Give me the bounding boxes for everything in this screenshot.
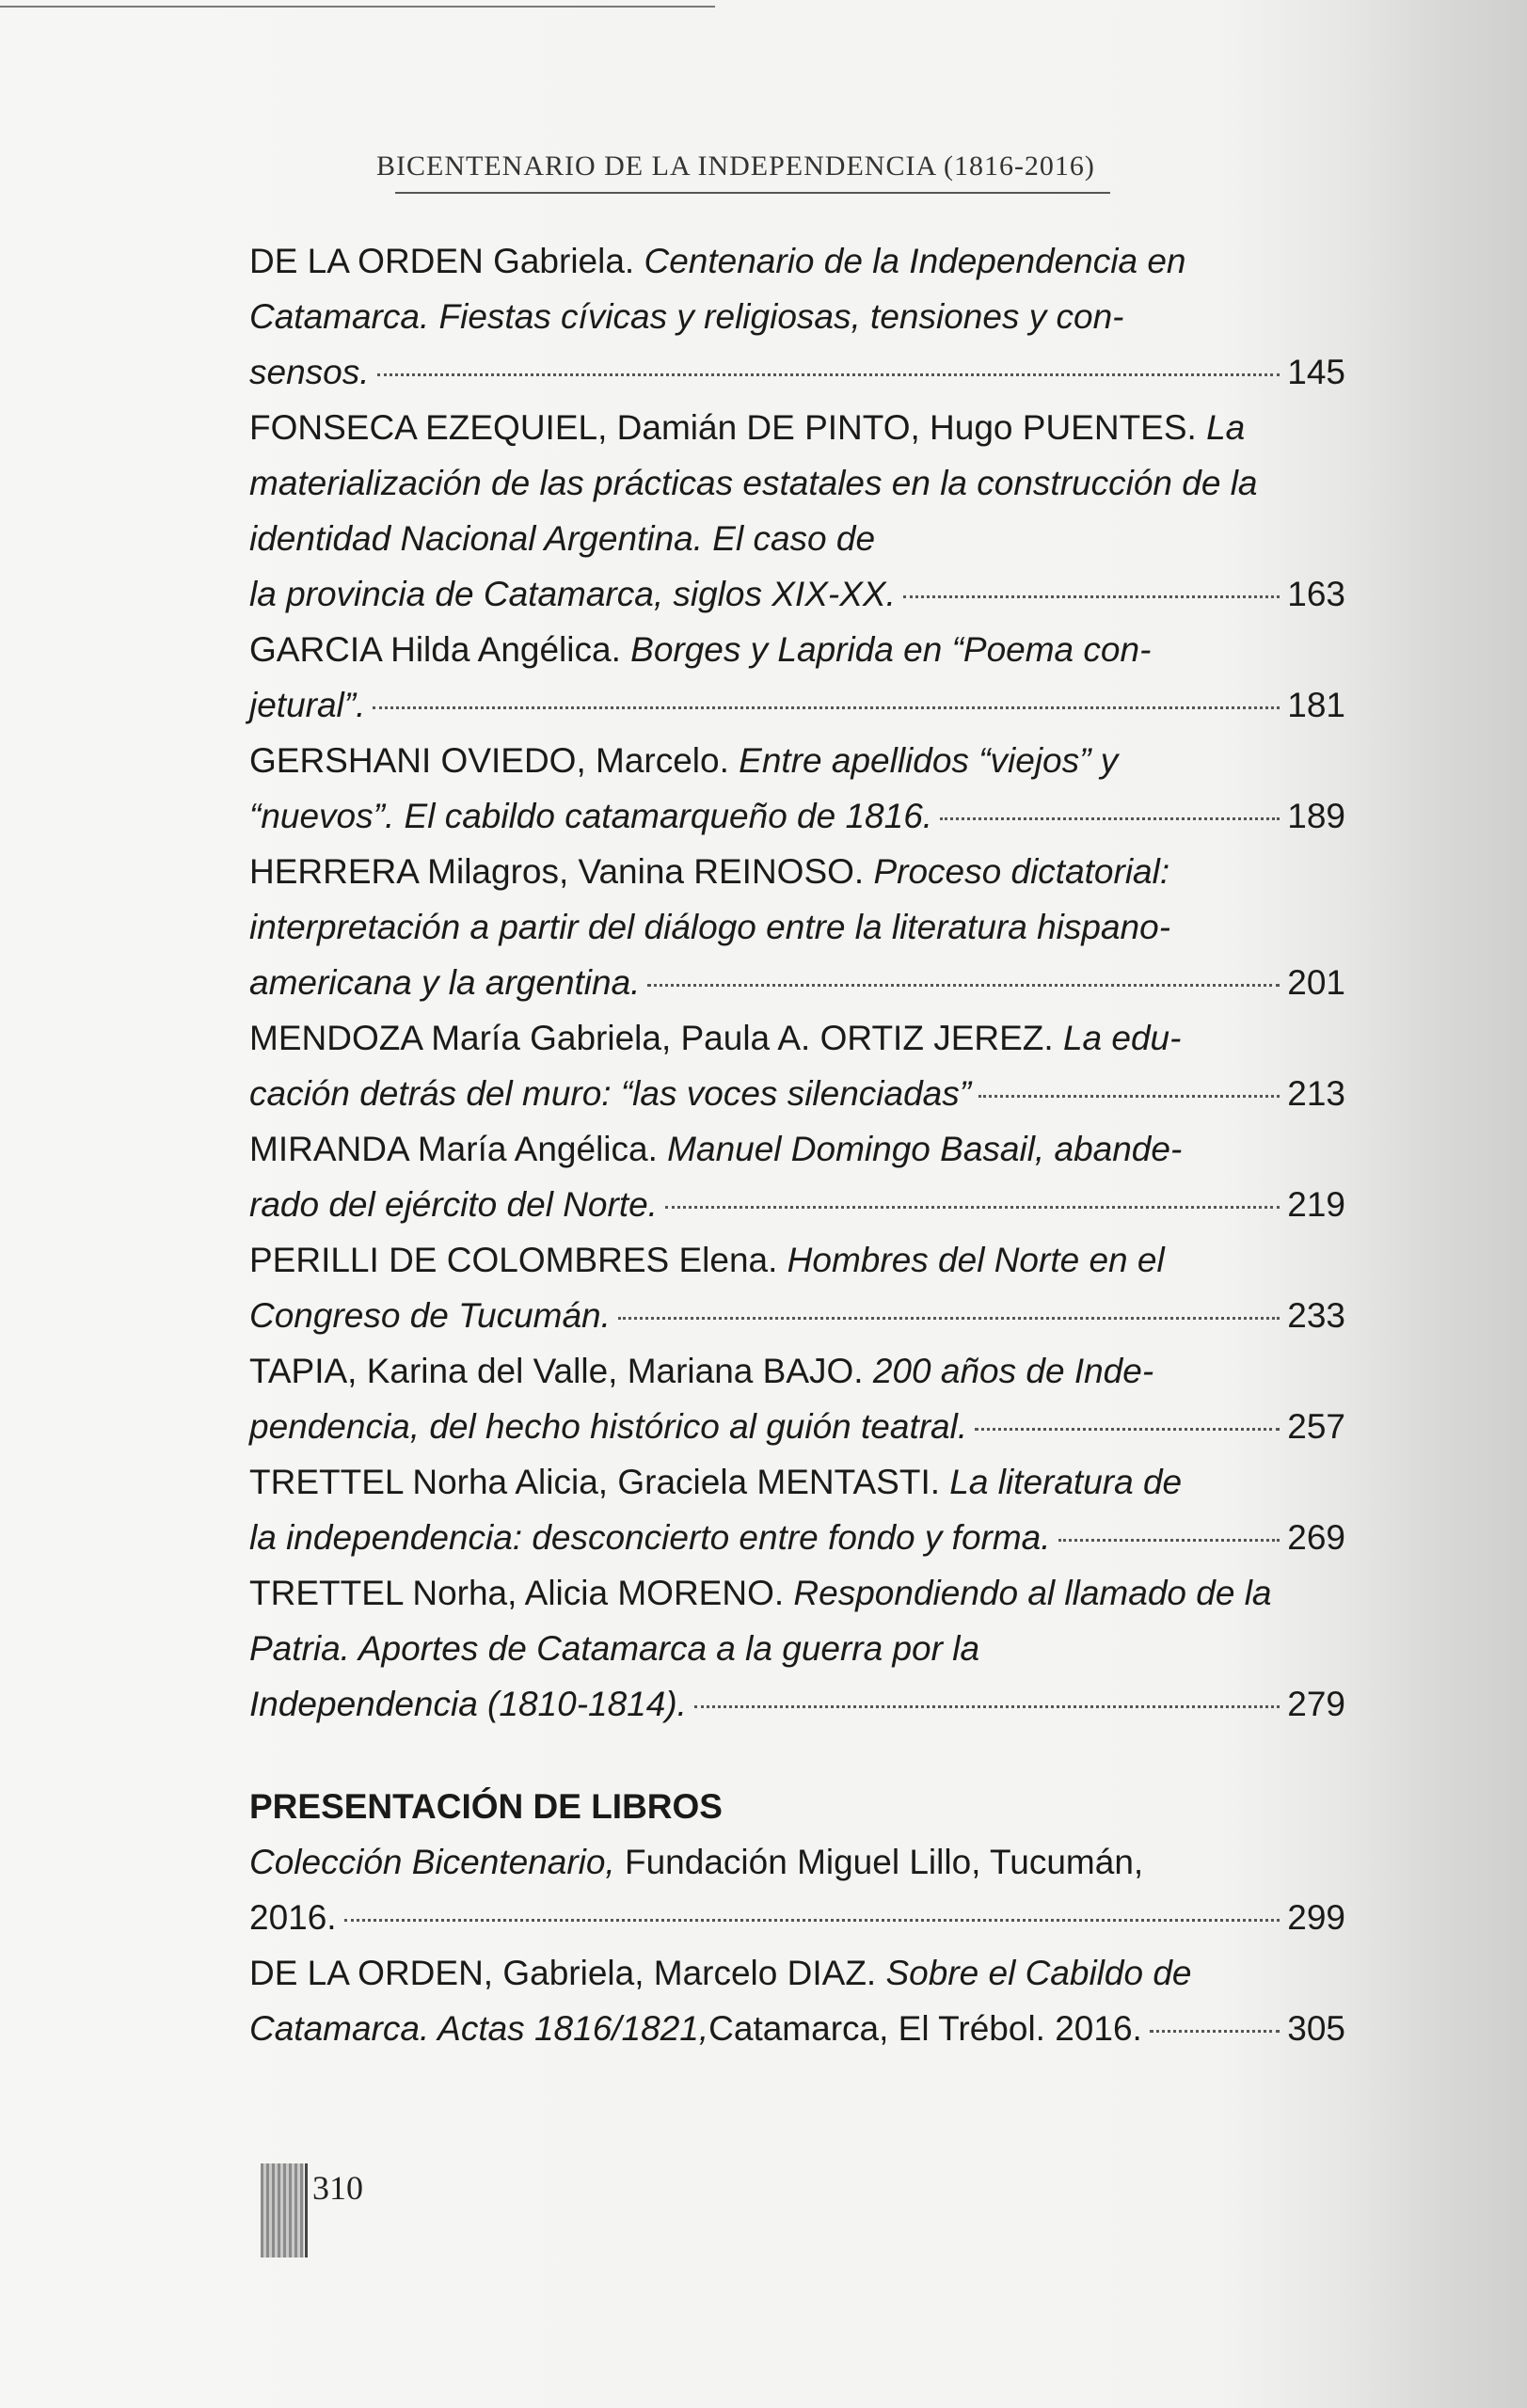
toc-entry <box>249 1565 1345 1732</box>
entry-author: GARCIA Hilda Angélica. <box>249 630 631 669</box>
book-author: DE LA ORDEN, Gabriela, Marcelo DIAZ. <box>249 1954 886 1992</box>
dot-leader <box>940 817 1280 820</box>
book-title: Sobre el Cabildo de <box>885 1954 1192 1992</box>
entry-title: La materialización de las prácticas estatales en la construcción de la identidad Nacional Argentina. El caso de <box>249 408 1258 558</box>
dot-leader <box>344 1919 1280 1922</box>
page-number: 310 <box>312 2169 363 2207</box>
entry-title: La literatura de <box>949 1463 1183 1501</box>
entry-last-line <box>249 788 1345 844</box>
entry-last-line <box>249 1066 1345 1121</box>
entry-author: DE LA ORDEN Gabriela. <box>249 242 644 280</box>
entry-author: TAPIA, Karina del Valle, Mariana BAJO. <box>249 1352 873 1390</box>
dot-leader <box>618 1317 1280 1320</box>
entry-page-number: 299 <box>1287 1898 1345 1937</box>
dot-leader <box>1058 1539 1280 1542</box>
toc-entry <box>249 1343 1345 1454</box>
entry-page-number: 181 <box>1287 686 1345 724</box>
dot-leader <box>694 1705 1280 1708</box>
toc-entry <box>249 1121 1345 1232</box>
toc-entry <box>249 233 1345 400</box>
toc-entry <box>249 622 1345 733</box>
dot-leader <box>665 1206 1280 1209</box>
entry-title-end: americana y la argentina. <box>249 963 641 1002</box>
entry-author: MIRANDA María Angélica. <box>249 1130 668 1168</box>
entry-page-number: 305 <box>1287 2009 1345 2048</box>
entry-author: HERRERA Milagros, Vanina REINOSO. <box>249 852 874 891</box>
entry-title-end: cación detrás del muro: “las voces silenciadas” <box>249 1074 972 1113</box>
entry-title-end: la provincia de Catamarca, siglos XIX-XX. <box>249 575 896 613</box>
entry-page-number: 257 <box>1287 1407 1345 1446</box>
entry-page-number: 201 <box>1287 963 1345 1002</box>
dot-leader <box>978 1095 1280 1098</box>
table-of-contents <box>249 233 1345 2056</box>
entry-last-line <box>249 1510 1345 1565</box>
dot-leader <box>377 373 1280 376</box>
book-entry <box>249 1945 1345 2056</box>
entry-title: Borges y Laprida en “Poema con- <box>630 630 1152 669</box>
entry-title: 200 años de Inde- <box>872 1352 1154 1390</box>
entry-page-number: 145 <box>1287 353 1345 391</box>
entry-author: GERSHANI OVIEDO, Marcelo. <box>249 741 740 780</box>
entry-title: Proceso dictatorial: interpretación a partir del diálogo entre la literatura hispano- <box>249 852 1171 946</box>
entry-page-number: 269 <box>1287 1518 1345 1557</box>
entry-last-line <box>249 1676 1345 1732</box>
entry-author: PERILLI DE COLOMBRES Elena. <box>249 1241 787 1279</box>
entry-page-number: 233 <box>1287 1296 1345 1335</box>
dot-leader <box>975 1428 1280 1431</box>
dot-leader <box>1150 2030 1280 2033</box>
section-heading: PRESENTACIÓN DE LIBROS <box>249 1787 723 1826</box>
entry-title-end: Congreso de Tucumán. <box>249 1296 611 1335</box>
running-header: BICENTENARIO DE LA INDEPENDENCIA (1816-2016) <box>376 150 1095 182</box>
entry-page-number: 279 <box>1287 1685 1345 1723</box>
entry-last-line <box>249 955 1345 1010</box>
entry-author: MENDOZA María Gabriela, Paula A. ORTIZ JEREZ. <box>249 1019 1063 1057</box>
entry-title-end: sensos. <box>249 353 370 391</box>
entry-title: Hombres del Norte en el <box>787 1241 1165 1279</box>
book-title: Colección Bicentenario, <box>249 1843 615 1881</box>
entry-last-line <box>249 2001 1345 2056</box>
book-details: Fundación Miguel Lillo, Tucumán, <box>614 1843 1144 1881</box>
entry-last-line <box>249 344 1345 400</box>
entry-author: TRETTEL Norha, Alicia MORENO. <box>249 1574 794 1612</box>
page-number-tab-edge <box>305 2163 308 2258</box>
entry-title: Respondiendo al llamado de la Patria. Aportes de Catamarca a la guerra por la <box>249 1574 1272 1668</box>
entry-last-line <box>249 566 1345 622</box>
entry-last-line <box>249 1288 1345 1343</box>
entry-last-line <box>249 1177 1345 1232</box>
entry-title-end: pendencia, del hecho histórico al guión teatral. <box>249 1407 968 1446</box>
book-details-end: Catamarca, El Trébol. 2016. <box>708 2009 1142 2048</box>
entry-title-end: Independencia (1810-1814). <box>249 1685 687 1723</box>
toc-entry <box>249 400 1345 622</box>
book-entry <box>249 1834 1345 1945</box>
entry-last-line <box>249 677 1345 733</box>
header-rule <box>395 192 1110 194</box>
entry-title-end: rado del ejército del Norte. <box>249 1185 658 1224</box>
entry-title-end: “nuevos”. El cabildo catamarqueño de 1816. <box>249 797 933 835</box>
dot-leader <box>373 706 1280 709</box>
entry-title: Manuel Domingo Basail, abande- <box>667 1130 1183 1168</box>
entry-author: TRETTEL Norha Alicia, Graciela MENTASTI. <box>249 1463 950 1501</box>
book-details-end: 2016. <box>249 1898 337 1937</box>
toc-entry <box>249 1454 1345 1565</box>
entry-title: Entre apellidos “viejos” y <box>739 741 1119 780</box>
toc-entry <box>249 1232 1345 1343</box>
page-number-tab <box>261 2163 304 2258</box>
entry-title-end: jetural”. <box>249 686 366 724</box>
dot-leader <box>903 595 1280 598</box>
toc-entry <box>249 1010 1345 1121</box>
entry-page-number: 213 <box>1287 1074 1345 1113</box>
toc-entry <box>249 733 1345 844</box>
entry-page-number: 219 <box>1287 1185 1345 1224</box>
toc-entry <box>249 844 1345 1010</box>
entry-author: FONSECA EZEQUIEL, Damián DE PINTO, Hugo PUENTES. <box>249 408 1207 447</box>
top-rule <box>0 6 715 8</box>
entry-title: Centenario de la Independencia en Catamarca. Fiestas cívicas y religiosas, tensiones y con- <box>249 242 1186 336</box>
dot-leader <box>647 984 1280 987</box>
entry-page-number: 163 <box>1287 575 1345 613</box>
entry-title-end: la independencia: desconcierto entre fondo y forma. <box>249 1518 1051 1557</box>
entry-last-line <box>249 1890 1345 1945</box>
entry-last-line <box>249 1399 1345 1454</box>
book-title-end: Catamarca. Actas 1816/1821, <box>249 2009 709 2048</box>
entry-page-number: 189 <box>1287 797 1345 835</box>
entry-title: La edu- <box>1062 1019 1182 1057</box>
